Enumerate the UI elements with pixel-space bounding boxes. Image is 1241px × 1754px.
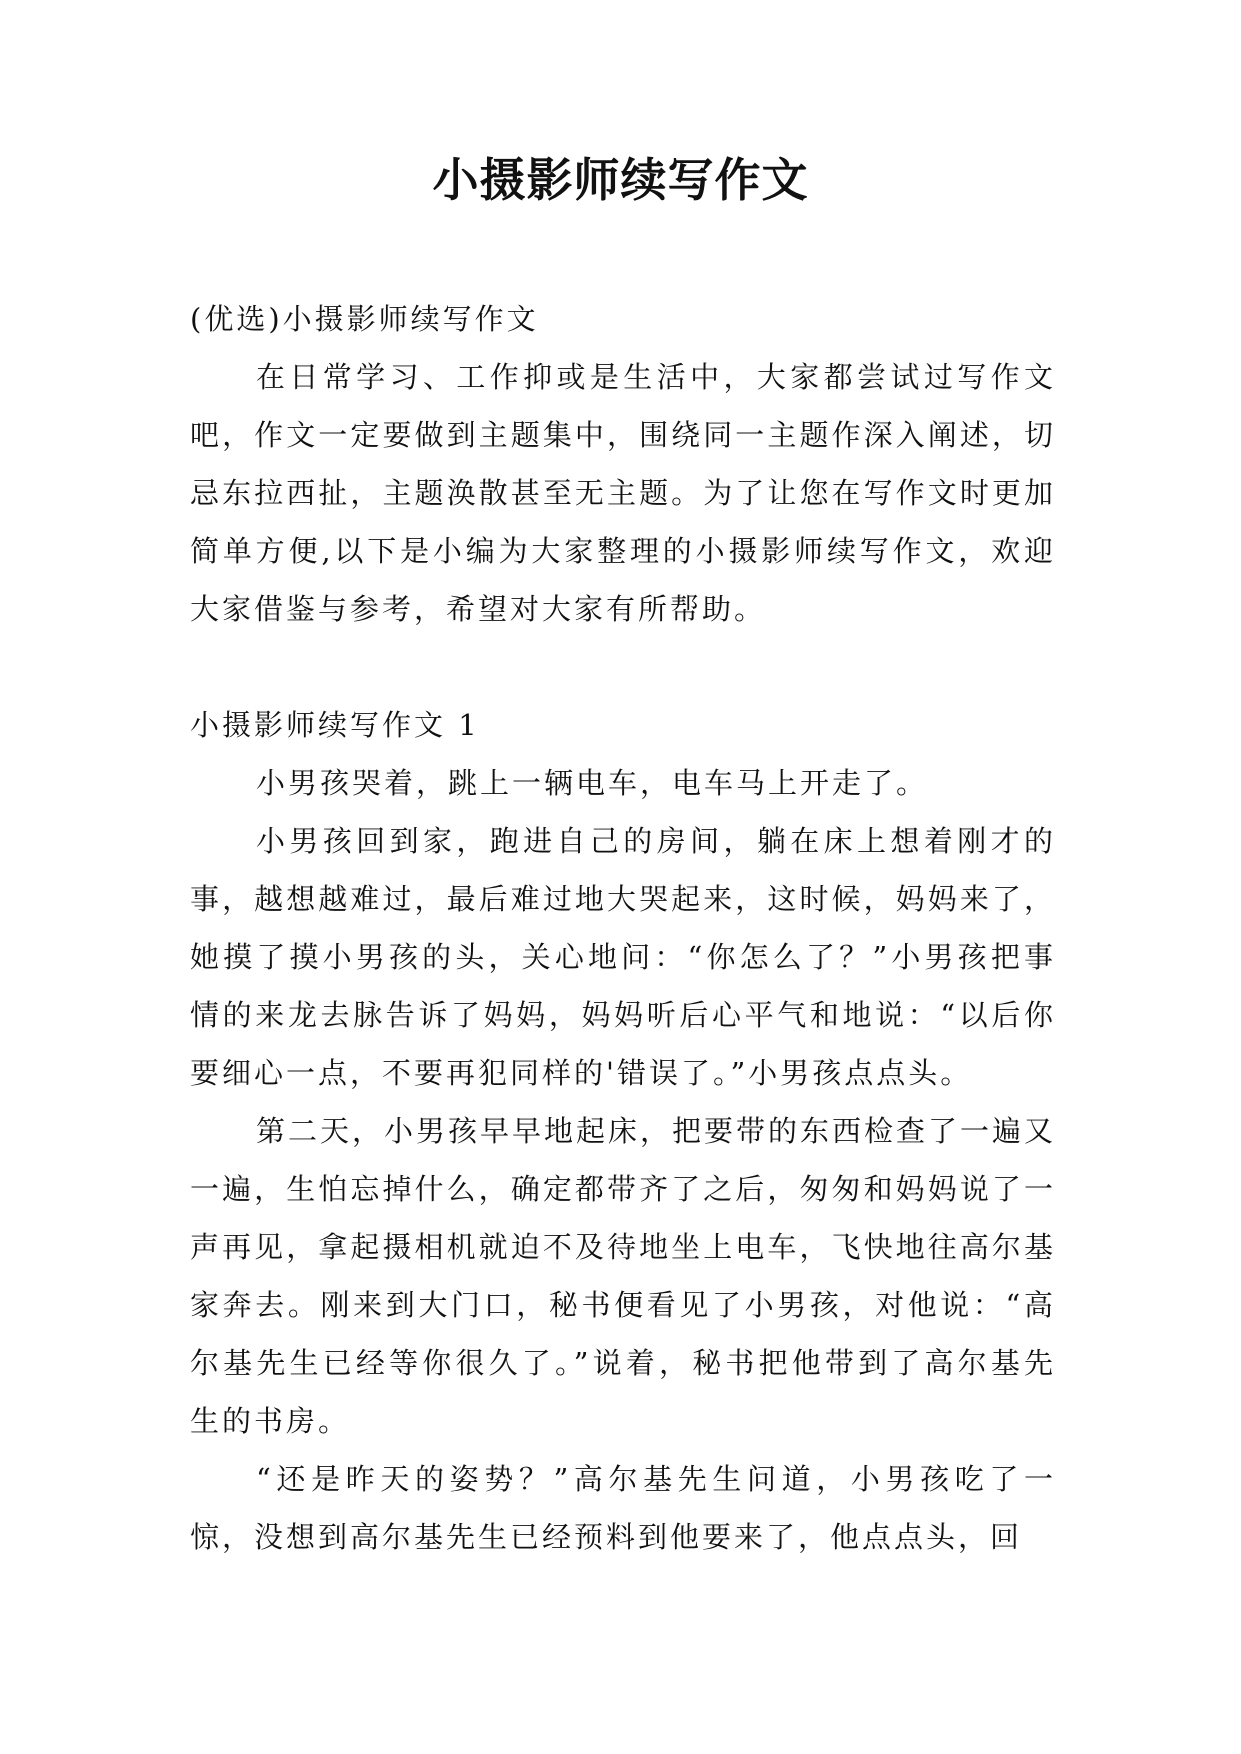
intro-paragraph: 在日常学习、工作抑或是生活中，大家都尝试过写作文吧，作文一定要做到主题集中，围绕同一主题作深入阐述，切忌东拉西扯，主题涣散甚至无主题。为了让您在写作文时更加简单方便,以下是小编为大家整理的小摄影师续写作文，欢迎大家借鉴与参考，希望对大家有所帮助。 [190,360,1056,626]
document-title: 小摄影师续写作文 [432,153,809,207]
document-body [190,290,1056,1566]
section-spacer [190,638,1056,696]
body-paragraph: 第二天，小男孩早早地起床，把要带的东西检查了一遍又一遍，生怕忘掉什么，确定都带齐了之后，匆匆和妈妈说了一声再见，拿起摄相机就迫不及待地坐上电车，飞快地往高尔基家奔去。刚来到大门口，秘书便看见了小男孩，对他说：“高尔基先生已经等你很久了。”说着，秘书把他带到了高尔基先生的书房。 [190,1114,1057,1438]
body-paragraph: “还是昨天的姿势？”高尔基先生问道，小男孩吃了一惊，没想到高尔基先生已经预料到他要来了，他点点头，回 [190,1462,1056,1554]
section-heading: 小摄影师续写作文 1 [190,708,480,742]
document-subtitle: (优选)小摄影师续写作文 [190,302,539,336]
body-paragraph: 小男孩回到家，跑进自己的房间，躺在床上想着刚才的事，越想越难过，最后难过地大哭起来，这时候，妈妈来了，她摸了摸小男孩的头，关心地问：“你怎么了？”小男孩把事情的来龙去脉告诉了妈妈，妈妈听后心平气和地说：“以后你要细心一点，不要再犯同样的'错误了。”小男孩点点头。 [190,824,1056,1090]
body-paragraph: 小男孩哭着，跳上一辆电车，电车马上开走了。 [256,766,929,800]
